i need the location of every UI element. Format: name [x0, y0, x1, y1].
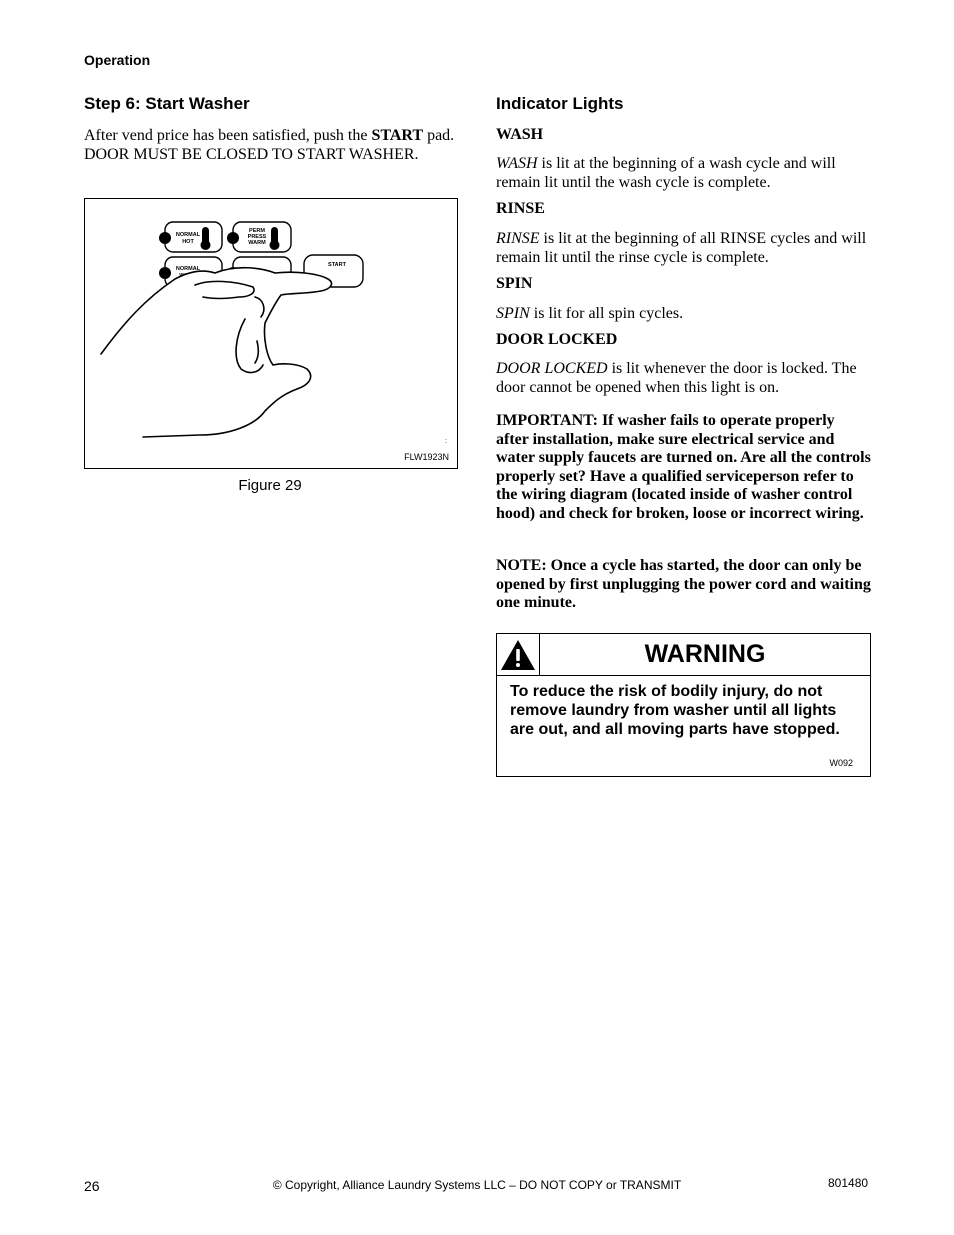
section-label: Operation	[84, 52, 151, 68]
page-number: 26	[84, 1178, 100, 1194]
figure-code: FLW1923N	[404, 452, 449, 462]
spin-text: is lit for all spin cycles.	[529, 305, 684, 322]
note-paragraph: NOTE: Once a cycle has started, the door can only be opened by first unplugging the power cord and waiting one minute.	[496, 557, 871, 611]
rinse-term: RINSE	[496, 230, 540, 247]
spin-paragraph	[496, 304, 871, 323]
indicator-heading: Indicator Lights	[496, 94, 624, 113]
intro-paragraph	[84, 126, 456, 164]
wash-text: is lit at the beginning of a wash cycle and will remain lit until the wash cycle is complete.	[496, 155, 836, 191]
figure-frame	[84, 198, 458, 469]
perm-press-label-3: WARM	[248, 240, 266, 246]
perm-press-label-1: PERM	[249, 228, 265, 234]
spin-title: SPIN	[496, 275, 533, 292]
start-label: START	[328, 262, 346, 268]
warning-title: WARNING	[644, 640, 766, 668]
indicator-light	[159, 232, 171, 244]
wash-paragraph	[496, 154, 871, 192]
door-term: DOOR LOCKED	[496, 360, 608, 377]
normal-hot-label-2: HOT	[182, 239, 194, 245]
intro-text-post: pad. DOOR MUST BE CLOSED TO START WASHER.	[84, 127, 455, 163]
copyright-notice: © Copyright, Alliance Laundry Systems LLC – DO NOT COPY or TRANSMIT	[272, 1178, 682, 1192]
figure-caption: Figure 29	[238, 477, 302, 494]
door-paragraph	[496, 359, 871, 397]
margin-mark: :	[445, 438, 447, 445]
warning-code: W092	[829, 758, 853, 768]
rinse-title: RINSE	[496, 200, 545, 217]
perm-press-label-2: PRESS	[247, 234, 267, 240]
door-text: is lit whenever the door is locked. The door cannot be opened when this light is on.	[496, 360, 857, 396]
warning-icon-cell	[497, 634, 540, 675]
warning-box	[496, 633, 871, 777]
thermometer-icon	[201, 227, 211, 250]
important-paragraph: IMPORTANT: If washer fails to operate properly after installation, make sure electrical service and water supply faucets are turned on. Are all the controls properly set? Have a qualified serviceperson refer to the wiring diagram (located inside of washer control hood) and check for broken, loose or incorrect wiring.	[496, 412, 871, 522]
thermometer-icon	[270, 227, 280, 250]
step-heading: Step 6: Start Washer	[84, 94, 250, 113]
intro-text-pre: After vend price has been satisfied, push the	[84, 127, 372, 144]
warning-triangle-icon	[497, 634, 539, 675]
normal-hot-label-1: NORMAL	[175, 232, 201, 238]
rinse-text: is lit at the beginning of all RINSE cycles and will remain lit until the rinse cycle is complete.	[496, 230, 867, 266]
warning-text: To reduce the risk of bodily injury, do not remove laundry from washer until all lights are out, and all moving parts have stopped.	[510, 683, 840, 738]
indicator-light	[227, 232, 239, 244]
wash-title: WASH	[496, 126, 544, 143]
spin-term: SPIN	[496, 305, 530, 322]
intro-text-bold: START	[371, 127, 424, 144]
document-number: 801480	[828, 1176, 869, 1190]
finger-outline	[195, 281, 254, 298]
hand-pressing-start-illustration	[85, 199, 457, 468]
rinse-paragraph	[496, 229, 871, 267]
wash-term: WASH	[496, 155, 538, 172]
warning-header	[497, 634, 870, 676]
door-title: DOOR LOCKED	[496, 331, 618, 348]
indicator-light	[159, 267, 171, 279]
normal-warm-label-1: NORMAL	[175, 266, 201, 272]
